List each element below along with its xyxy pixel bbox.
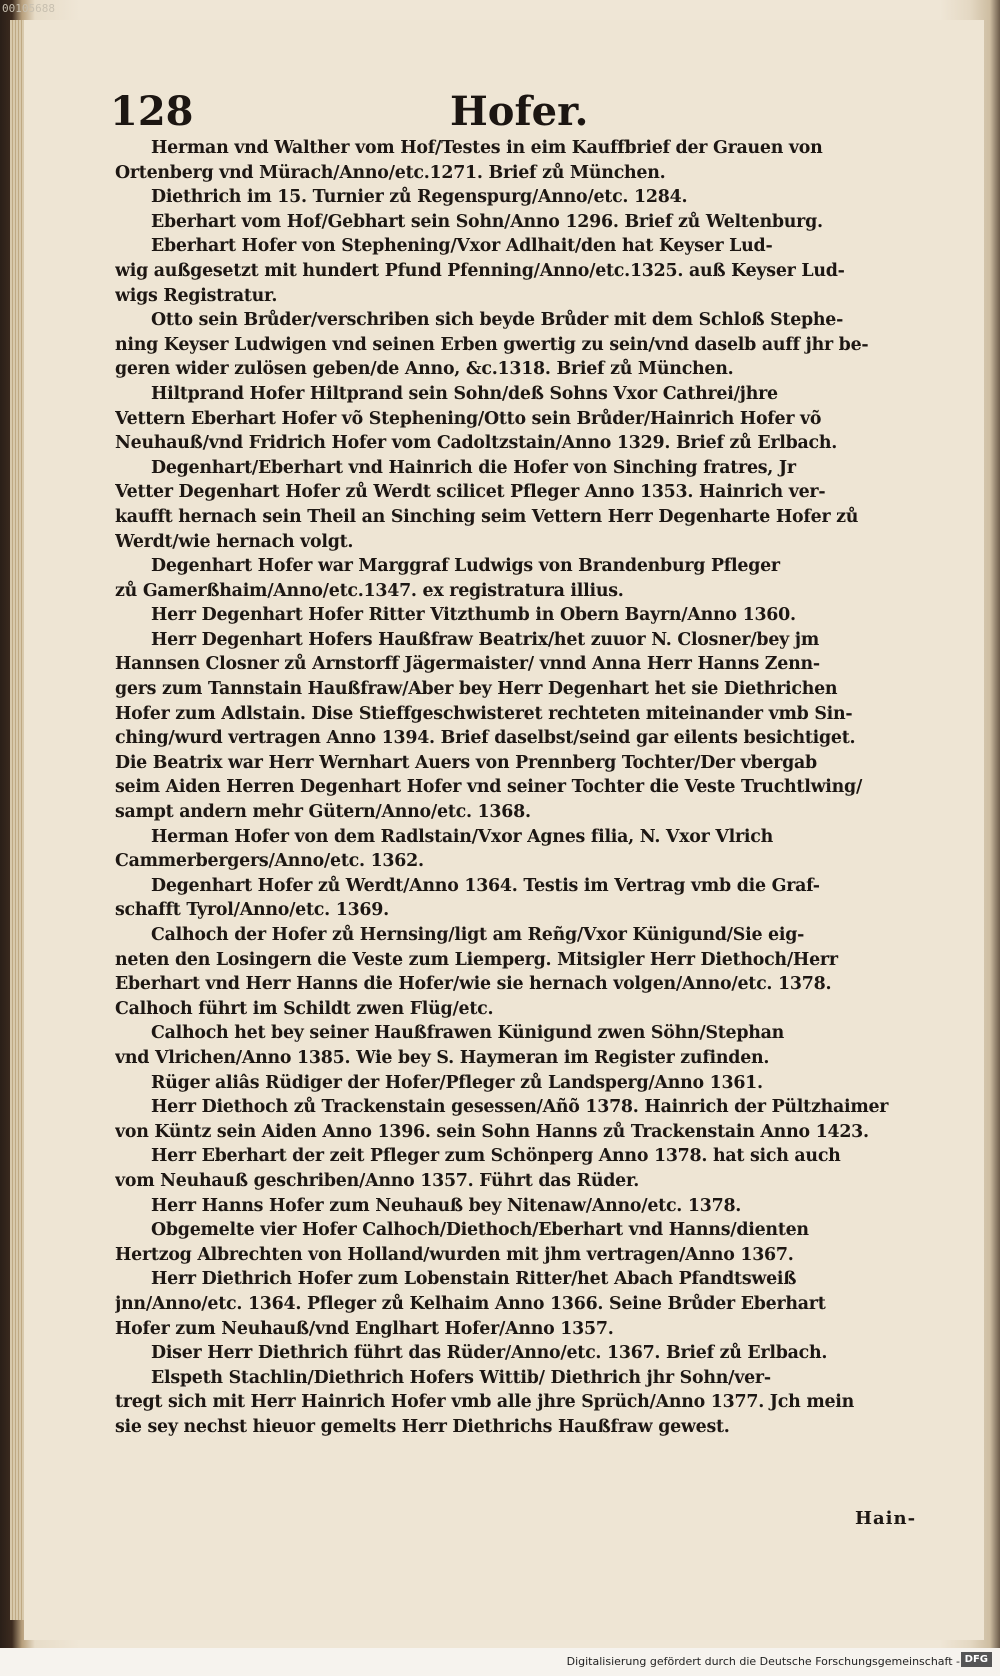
text-line: sampt andern mehr Gütern/Anno/etc. 1368. <box>115 802 531 823</box>
text-line: Calhoch führt im Schildt zwen Flüg/etc. <box>115 998 494 1019</box>
text-line: Herman Hofer von dem Radlstain/Vxor Agnes filia, N. Vxor Vlrich <box>151 826 773 847</box>
text-line: neten den Losingern die Veste zum Liemperg. Mitsigler Herr Diethoch/Herr <box>115 949 838 970</box>
text-line: wigs Registratur. <box>115 285 278 306</box>
text-line: Herr Hanns Hofer zum Neuhauß bey Nitenaw/Anno/etc. 1378. <box>151 1195 742 1216</box>
text-line: sie sey nechst hieuor gemelts Herr Diethrichs Haußfraw gewest. <box>115 1416 730 1437</box>
text-line: Herr Diethrich Hofer zum Lobenstain Ritter/het Abach Pfandtsweiß <box>151 1269 797 1290</box>
text-line: Degenhart Hofer war Marggraf Ludwigs von Brandenburg Pfleger <box>151 556 780 577</box>
text-line: ching/wurd vertragen Anno 1394. Brief daselbst/seind gar eilents besichtiget. <box>115 728 856 749</box>
text-line: Eberhart vom Hof/Gebhart sein Sohn/Anno 1296. Brief zů Weltenburg. <box>151 211 823 232</box>
page-title: Hofer. <box>450 88 589 135</box>
text-line: gers zum Tannstain Haußfraw/Aber bey Herr Degenhart het sie Diethrichen <box>115 679 838 700</box>
text-line: Hannsen Closner zů Arnstorff Jägermaister/ vnnd Anna Herr Hanns Zenn- <box>115 654 820 675</box>
text-line: Obgemelte vier Hofer Calhoch/Diethoch/Eberhart vnd Hanns/dienten <box>151 1220 809 1241</box>
text-line: Hofer zum Neuhauß/vnd Englhart Hofer/Anno 1357. <box>115 1318 614 1339</box>
text-line: Calhoch het bey seiner Haußfrawen Künigund zwen Söhn/Stephan <box>151 1023 785 1044</box>
text-line: Werdt/wie hernach volgt. <box>115 531 354 552</box>
text-line: seim Aiden Herren Degenhart Hofer vnd seiner Tochter die Veste Truchtlwing/ <box>115 777 863 798</box>
text-line: Herr Degenhart Hofers Haußfraw Beatrix/het zuuor N. Closner/bey jm <box>151 629 819 650</box>
text-line: jnn/Anno/etc. 1364. Pfleger zů Kelhaim Anno 1366. Seine Brůder Eberhart <box>115 1293 826 1314</box>
text-line: wig außgesetzt mit hundert Pfund Pfenning/Anno/etc.1325. auß Keyser Lud- <box>115 260 845 281</box>
digitization-note: Digitalisierung gefördert durch die Deutsche Forschungsgemeinschaft - <box>566 1655 960 1668</box>
text-line: Degenhart/Eberhart vnd Hainrich die Hofer von Sinching fratres, Jr <box>151 457 796 478</box>
dfg-logo: DFG <box>961 1652 992 1667</box>
text-line: Hofer zum Adlstain. Dise Stieffgeschwisteret rechteten miteinander vmb Sin- <box>115 703 853 724</box>
text-line: vom Neuhauß geschriben/Anno 1357. Führt das Rüder. <box>115 1170 640 1191</box>
text-line: Diser Herr Diethrich führt das Rüder/Anno/etc. 1367. Brief zů Erlbach. <box>151 1343 828 1364</box>
text-line: ning Keyser Ludwigen vnd seinen Erben gwertig zu sein/vnd daselb auff jhr be- <box>115 334 869 355</box>
text-line: Rüger aliâs Rüdiger der Hofer/Pfleger zů Landsperg/Anno 1361. <box>151 1072 763 1093</box>
text-line: Calhoch der Hofer zů Hernsing/ligt am Reñg/Vxor Künigund/Sie eig- <box>151 925 805 945</box>
scan-identifier: 00105688 <box>2 2 55 15</box>
catchword: Hain- <box>855 1508 917 1529</box>
text-line: Diethrich im 15. Turnier zů Regenspurg/Anno/etc. 1284. <box>151 187 688 208</box>
text-line: Vettern Eberhart Hofer võ Stephening/Otto sein Brůder/Hainrich Hofer võ <box>115 408 822 429</box>
text-line: zů Gamerßhaim/Anno/etc.1347. ex registratura illius. <box>115 580 624 601</box>
text-line: Hertzog Albrechten von Holland/wurden mit jhm vertragen/Anno 1367. <box>115 1244 794 1265</box>
text-line: Herr Diethoch zů Trackenstain gesessen/Añõ 1378. Hainrich der Pültzhaimer <box>151 1097 889 1118</box>
text-line: Cammerbergers/Anno/etc. 1362. <box>115 851 424 872</box>
text-line: Otto sein Brůder/verschriben sich beyde Brůder mit dem Schloß Stephe- <box>151 310 844 331</box>
text-line: Herr Degenhart Hofer Ritter Vitzthumb in Obern Bayrn/Anno 1360. <box>151 605 796 626</box>
text-line: Ortenberg vnd Mürach/Anno/etc.1271. Brief zů München. <box>115 162 666 183</box>
text-line: von Küntz sein Aiden Anno 1396. sein Sohn Hanns zů Trackenstain Anno 1423. <box>115 1121 869 1142</box>
text-line: geren wider zulösen geben/de Anno, &c.1318. Brief zů München. <box>115 359 734 380</box>
page-number: 128 <box>110 88 194 135</box>
text-line: vnd Vlrichen/Anno 1385. Wie bey S. Haymeran im Register zufinden. <box>115 1047 770 1068</box>
text-line: Vetter Degenhart Hofer zů Werdt scilicet Pfleger Anno 1353. Hainrich ver- <box>115 482 826 503</box>
text-line: Degenhart Hofer zů Werdt/Anno 1364. Testis im Vertrag vmb die Graf- <box>151 875 820 896</box>
page-stack-edge <box>10 20 24 1620</box>
text-line: Elspeth Stachlin/Diethrich Hofers Wittib/ Diethrich jhr Sohn/ver- <box>151 1367 771 1388</box>
text-line: Hiltprand Hofer Hiltprand sein Sohn/deß Sohns Vxor Cathrei/jhre <box>151 383 778 404</box>
text-line: schafft Tyrol/Anno/etc. 1369. <box>115 900 389 921</box>
body-text <box>115 136 923 1439</box>
text-line: Eberhart Hofer von Stephening/Vxor Adlhait/den hat Keyser Lud- <box>151 236 773 257</box>
text-line: Neuhauß/vnd Fridrich Hofer vom Cadoltzstain/Anno 1329. Brief zů Erlbach. <box>115 433 838 454</box>
text-line: kaufft hernach sein Theil an Sinching seim Vettern Herr Degenharte Hofer zů <box>115 506 859 527</box>
text-line: Die Beatrix war Herr Wernhart Auers von Prennberg Tochter/Der vbergab <box>115 752 817 773</box>
text-line: Herr Eberhart der zeit Pfleger zum Schönperg Anno 1378. hat sich auch <box>151 1146 841 1167</box>
text-line: tregt sich mit Herr Hainrich Hofer vmb alle jhre Sprüch/Anno 1377. Jch mein <box>115 1392 855 1413</box>
text-line: Eberhart vnd Herr Hanns die Hofer/wie sie hernach volgen/Anno/etc. 1378. <box>115 974 832 995</box>
text-line: Herman vnd Walther vom Hof/Testes in eim Kauffbrief der Grauen von <box>151 138 823 158</box>
